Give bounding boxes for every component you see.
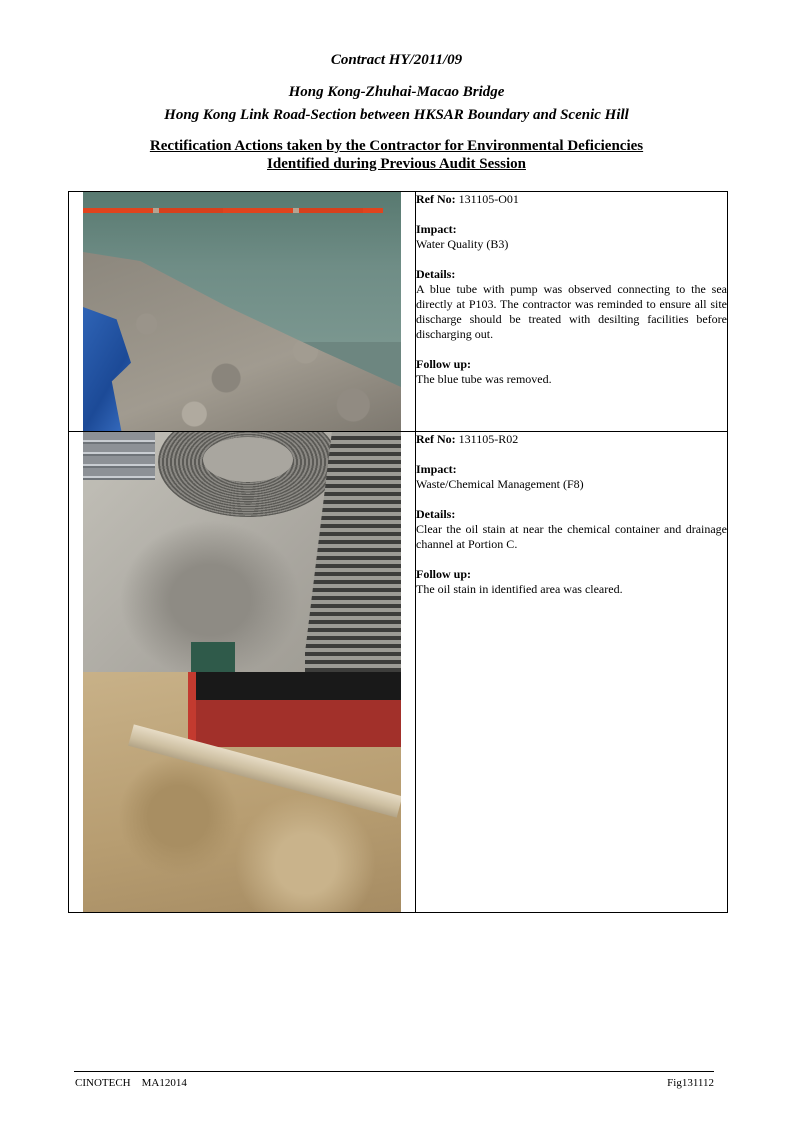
green-container	[191, 642, 235, 672]
impact-value: Water Quality (B3)	[416, 237, 509, 251]
impact-label: Impact:	[416, 462, 457, 476]
red-chemical-container	[188, 672, 401, 747]
details-block	[416, 507, 727, 552]
record-text-cell	[416, 192, 728, 432]
ref-block	[416, 432, 727, 447]
site-photo-drainage-channel	[83, 432, 401, 672]
site-photo-sea-embankment	[83, 192, 401, 431]
details-block	[416, 267, 727, 342]
follow-up-label: Follow up:	[416, 357, 472, 371]
page-heading-line2: Identified during Previous Audit Session	[267, 156, 526, 172]
contract-number: Contract HY/2011/09	[330, 52, 463, 68]
page-heading-line1: Rectification Actions taken by the Contractor for Environmental Deficiencies	[149, 138, 644, 154]
grey-pipes	[83, 432, 155, 480]
ref-number: 131105-R02	[458, 432, 519, 446]
rectification-table	[68, 191, 728, 913]
footer-company: CINOTECH MA12014	[75, 1077, 187, 1089]
follow-up-block	[416, 357, 727, 387]
project-title: Hong Kong-Zhuhai-Macao Bridge	[288, 84, 505, 100]
footer-figure-number: Fig131112	[667, 1077, 714, 1089]
impact-block	[416, 222, 727, 252]
impact-label: Impact:	[416, 222, 457, 236]
site-photo-chemical-container	[83, 672, 401, 912]
follow-up-text: The blue tube was removed.	[416, 372, 552, 386]
details-text: Clear the oil stain at near the chemical container and drainage channel at Portion C.	[416, 522, 727, 551]
impact-block	[416, 462, 727, 492]
details-text: A blue tube with pump was observed connecting to the sea directly at P103. The contractor was reminded to ensure all site discharge should be treated with desilting facilities before discharging out.	[416, 282, 727, 341]
table-row	[69, 192, 728, 432]
details-label: Details:	[416, 507, 456, 521]
follow-up-label: Follow up:	[416, 567, 472, 581]
section-title: Hong Kong Link Road-Section between HKSAR Boundary and Scenic Hill	[164, 107, 629, 123]
follow-up-text: The oil stain in identified area was cleared.	[416, 582, 623, 596]
photo-cell	[69, 192, 416, 432]
ref-block	[416, 192, 727, 207]
page-heading	[0, 137, 793, 173]
cable-coil-centre	[203, 437, 293, 482]
details-label: Details:	[416, 267, 456, 281]
photo-cell	[69, 432, 416, 913]
ref-number: 131105-O01	[458, 192, 519, 206]
footer-rule	[74, 1071, 714, 1072]
follow-up-block	[416, 567, 727, 597]
record-text-cell	[416, 432, 728, 913]
impact-value: Waste/Chemical Management (F8)	[416, 477, 584, 491]
ref-label: Ref No:	[416, 192, 456, 206]
silt-curtain-boom	[83, 208, 383, 213]
table-row	[69, 432, 728, 913]
ref-label: Ref No:	[416, 432, 456, 446]
